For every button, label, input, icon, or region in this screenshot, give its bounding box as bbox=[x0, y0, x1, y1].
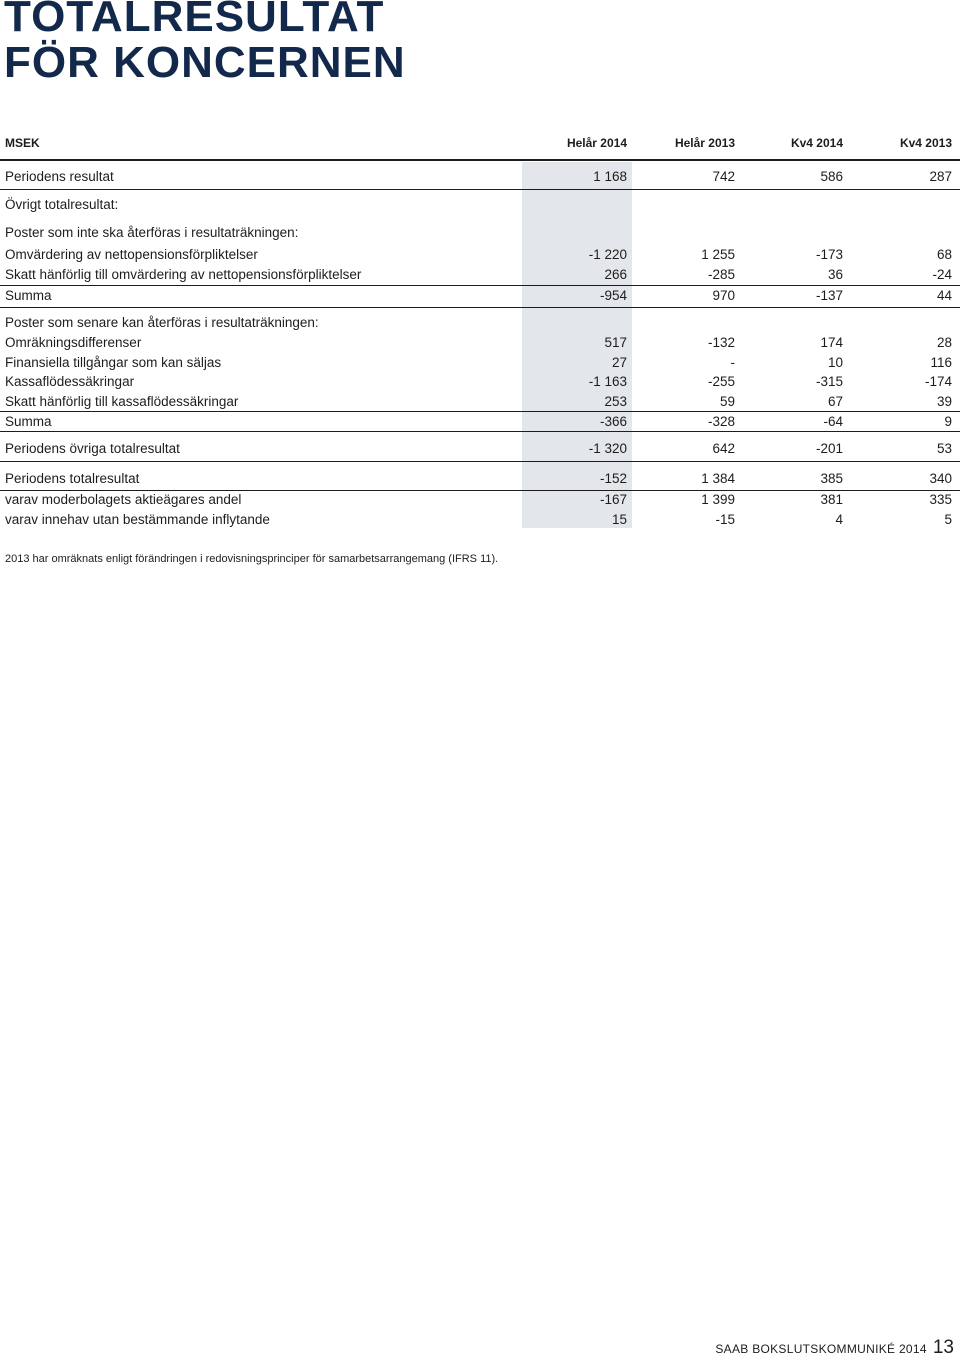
table-row bbox=[0, 353, 960, 373]
cell-helar-2013: -15 bbox=[715, 512, 735, 527]
cell-kv4-2013: 44 bbox=[936, 288, 952, 303]
cell-kv4-2014: -173 bbox=[815, 247, 843, 262]
section-heading bbox=[0, 313, 960, 333]
cell-kv4-2013: 28 bbox=[936, 335, 952, 350]
row-label: Kassaflödessäkringar bbox=[5, 374, 135, 389]
header-divider bbox=[0, 159, 960, 161]
cell-kv4-2014: 385 bbox=[820, 471, 843, 486]
footnote: 2013 har omräknats enligt förändringen i redovisningsprinciper för samarbetsarrangemang (IFRS 11). bbox=[5, 553, 499, 565]
cell-helar-2013: 1 255 bbox=[701, 247, 735, 262]
row-label: Övrigt totalresultat: bbox=[5, 197, 119, 212]
row-divider bbox=[0, 189, 960, 190]
table-row bbox=[0, 439, 960, 459]
column-header-kv4-2014: Kv4 2014 bbox=[790, 136, 843, 150]
cell-helar-2013: -255 bbox=[707, 374, 735, 389]
cell-helar-2014: 15 bbox=[611, 512, 627, 527]
row-divider bbox=[0, 431, 960, 432]
row-label: Skatt hänförlig till omvärdering av nettopensionsförpliktelser bbox=[5, 267, 362, 282]
row-label: Periodens övriga totalresultat bbox=[5, 441, 180, 456]
cell-helar-2013: -132 bbox=[707, 335, 735, 350]
cell-kv4-2014: -315 bbox=[815, 374, 843, 389]
cell-helar-2014: -1 220 bbox=[588, 247, 627, 262]
cell-helar-2013: - bbox=[730, 355, 735, 370]
section-heading bbox=[0, 223, 960, 243]
page-footer bbox=[715, 1337, 954, 1359]
row-label: Omvärdering av nettopensionsförpliktelser bbox=[5, 247, 258, 262]
cell-kv4-2013: 335 bbox=[929, 492, 952, 507]
row-label: Poster som senare kan återföras i resultaträkningen: bbox=[5, 315, 319, 330]
cell-kv4-2013: -174 bbox=[924, 374, 952, 389]
cell-helar-2013: -285 bbox=[707, 267, 735, 282]
cell-helar-2014: 253 bbox=[604, 394, 627, 409]
unit-label: MSEK bbox=[5, 136, 40, 150]
row-label: varav moderbolagets aktieägares andel bbox=[5, 492, 242, 507]
table-row bbox=[0, 510, 960, 530]
page-title-line-1: TOTALRESULTAT bbox=[4, 0, 385, 41]
cell-helar-2014: 266 bbox=[604, 267, 627, 282]
section-heading bbox=[0, 195, 960, 215]
cell-helar-2013: 970 bbox=[712, 288, 735, 303]
table-row bbox=[0, 167, 960, 187]
cell-kv4-2013: 340 bbox=[929, 471, 952, 486]
cell-kv4-2013: -24 bbox=[932, 267, 952, 282]
cell-kv4-2013: 5 bbox=[944, 512, 952, 527]
page-title bbox=[4, 0, 406, 86]
page-number: 13 bbox=[932, 1337, 954, 1358]
cell-kv4-2014: -64 bbox=[823, 414, 843, 429]
cell-kv4-2014: 36 bbox=[827, 267, 843, 282]
row-label: Periodens resultat bbox=[5, 169, 114, 184]
cell-kv4-2014: 174 bbox=[820, 335, 843, 350]
table-row bbox=[0, 372, 960, 392]
table-row bbox=[0, 392, 960, 412]
cell-kv4-2014: 67 bbox=[827, 394, 843, 409]
cell-kv4-2014: -201 bbox=[815, 441, 843, 456]
cell-helar-2014: 517 bbox=[604, 335, 627, 350]
cell-helar-2014: -167 bbox=[599, 492, 627, 507]
cell-helar-2013: 642 bbox=[712, 441, 735, 456]
table-row bbox=[0, 245, 960, 265]
cell-helar-2013: 1 399 bbox=[701, 492, 735, 507]
row-label: varav innehav utan bestämmande inflytande bbox=[5, 512, 270, 527]
column-header-kv4-2013: Kv4 2013 bbox=[899, 136, 952, 150]
cell-helar-2013: 742 bbox=[712, 169, 735, 184]
cell-kv4-2013: 9 bbox=[944, 414, 952, 429]
cell-kv4-2013: 39 bbox=[936, 394, 952, 409]
row-divider bbox=[0, 307, 960, 308]
row-label: Summa bbox=[5, 414, 52, 429]
table-header-row bbox=[0, 133, 960, 153]
table-row bbox=[0, 490, 960, 510]
cell-helar-2013: -328 bbox=[707, 414, 735, 429]
cell-kv4-2014: 10 bbox=[827, 355, 843, 370]
row-label: Skatt hänförlig till kassaflödessäkringar bbox=[5, 394, 239, 409]
cell-helar-2014: -366 bbox=[599, 414, 627, 429]
cell-kv4-2013: 68 bbox=[936, 247, 952, 262]
column-header-helar-2013: Helår 2013 bbox=[674, 136, 735, 150]
total-row bbox=[0, 469, 960, 489]
row-label: Poster som inte ska återföras i resultaträkningen: bbox=[5, 225, 299, 240]
page-title-line-2: FÖR KONCERNEN bbox=[4, 38, 406, 87]
row-label: Periodens totalresultat bbox=[5, 471, 140, 486]
subtotal-row bbox=[0, 412, 960, 432]
cell-helar-2014: -954 bbox=[599, 288, 627, 303]
row-label: Finansiella tillgångar som kan säljas bbox=[5, 355, 222, 370]
cell-kv4-2014: -137 bbox=[815, 288, 843, 303]
cell-helar-2013: 59 bbox=[719, 394, 735, 409]
subtotal-row bbox=[0, 286, 960, 306]
column-header-helar-2014: Helår 2014 bbox=[566, 136, 627, 150]
table-row bbox=[0, 265, 960, 285]
cell-helar-2014: -1 320 bbox=[588, 441, 627, 456]
cell-helar-2014: 1 168 bbox=[593, 169, 627, 184]
cell-helar-2013: 1 384 bbox=[701, 471, 735, 486]
row-label: Summa bbox=[5, 288, 52, 303]
cell-helar-2014: 27 bbox=[611, 355, 627, 370]
row-divider bbox=[0, 461, 960, 462]
cell-kv4-2014: 381 bbox=[820, 492, 843, 507]
cell-kv4-2014: 586 bbox=[820, 169, 843, 184]
cell-kv4-2014: 4 bbox=[835, 512, 843, 527]
cell-helar-2014: -1 163 bbox=[588, 374, 627, 389]
table-row bbox=[0, 333, 960, 353]
cell-kv4-2013: 116 bbox=[930, 355, 952, 370]
row-label: Omräkningsdifferenser bbox=[5, 335, 142, 350]
cell-kv4-2013: 53 bbox=[936, 441, 952, 456]
cell-kv4-2013: 287 bbox=[929, 169, 952, 184]
publication-name: SAAB BOKSLUTSKOMMUNIKÉ 2014 bbox=[715, 1342, 927, 1356]
cell-helar-2014: -152 bbox=[599, 471, 627, 486]
